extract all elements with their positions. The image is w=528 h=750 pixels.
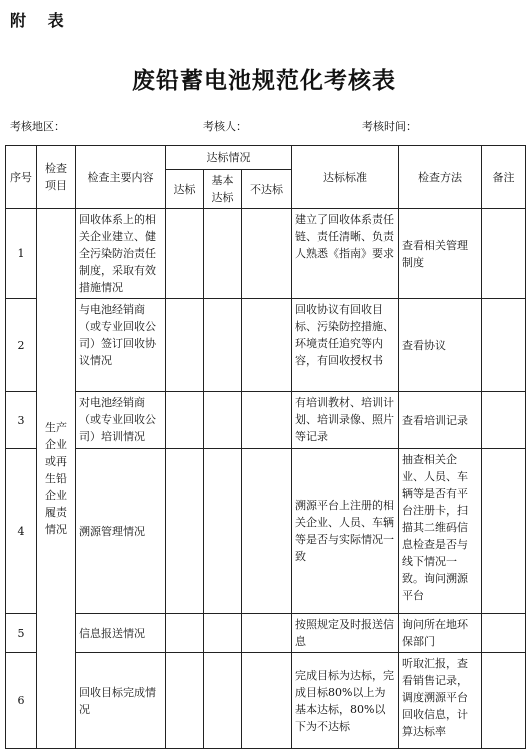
row-standard: 有培训教材、培训计划、培训录像、照片等记录 xyxy=(292,392,399,449)
row-content: 信息报送情况 xyxy=(76,614,166,653)
note-cell[interactable] xyxy=(482,392,526,449)
basic-pass-cell[interactable] xyxy=(204,299,242,392)
group-item-cell: 生产企业或再生铅企业履责情况 xyxy=(37,209,76,749)
note-cell[interactable] xyxy=(482,614,526,653)
row-standard: 按照规定及时报送信息 xyxy=(292,614,399,653)
note-cell[interactable] xyxy=(482,299,526,392)
attachment-label: 附 表 xyxy=(10,11,72,30)
fail-cell[interactable] xyxy=(242,653,292,749)
row-standard: 建立了回收体系责任链、责任清晰、负责人熟悉《指南》要求 xyxy=(292,209,399,299)
table-row xyxy=(6,299,526,392)
table-row xyxy=(6,392,526,449)
fail-cell[interactable] xyxy=(242,299,292,392)
row-method: 查看培训记录 xyxy=(399,392,482,449)
note-cell[interactable] xyxy=(482,449,526,614)
basic-pass-cell[interactable] xyxy=(204,614,242,653)
fail-cell[interactable] xyxy=(242,449,292,614)
fail-cell[interactable] xyxy=(242,209,292,299)
pass-cell[interactable] xyxy=(166,209,204,299)
row-seq: 5 xyxy=(6,614,37,653)
col-fail-header: 不达标 xyxy=(242,170,292,209)
col-content-header: 检查主要内容 xyxy=(76,146,166,209)
table-row xyxy=(6,614,526,653)
table-row xyxy=(6,209,526,299)
row-content: 回收体系上的相关企业建立、健全污染防治责任制度，采取有效措施情况 xyxy=(76,209,166,299)
row-content: 与电池经销商（或专业回收公司）签订回收协议情况 xyxy=(76,299,166,392)
basic-pass-cell[interactable] xyxy=(204,392,242,449)
pass-cell[interactable] xyxy=(166,614,204,653)
pass-cell[interactable] xyxy=(166,653,204,749)
col-pass-header: 达标 xyxy=(166,170,204,209)
col-method-header: 检查方法 xyxy=(399,146,482,209)
row-method: 抽查相关企业、人员、车辆等是否有平台注册卡，扫描其二维码信息检查是否与线下情况一致。询问溯源平台 xyxy=(399,449,482,614)
assessor-label: 考核人： xyxy=(203,120,247,133)
region-label: 考核地区： xyxy=(10,120,65,133)
row-seq: 6 xyxy=(6,653,37,749)
page-title: 废铅蓄电池规范化考核表 xyxy=(132,67,396,94)
col-standard-header: 达标标准 xyxy=(292,146,399,209)
basic-pass-cell[interactable] xyxy=(204,449,242,614)
basic-pass-cell[interactable] xyxy=(204,653,242,749)
row-content: 回收目标完成情况 xyxy=(76,653,166,749)
row-content: 溯源管理情况 xyxy=(76,449,166,614)
row-standard: 回收协议有回收目标、污染防控措施、环境责任追究等内容，有回收授权书 xyxy=(292,299,399,392)
col-item-header: 检查项目 xyxy=(37,146,76,209)
note-cell[interactable] xyxy=(482,209,526,299)
fail-cell[interactable] xyxy=(242,614,292,653)
row-seq: 4 xyxy=(6,449,37,614)
note-cell[interactable] xyxy=(482,653,526,749)
row-method: 查看协议 xyxy=(399,299,482,392)
col-note-header: 备注 xyxy=(482,146,526,209)
table-row xyxy=(6,449,526,614)
row-method: 查看相关管理制度 xyxy=(399,209,482,299)
row-seq: 2 xyxy=(6,299,37,392)
assessment-table xyxy=(5,145,526,749)
col-basic-pass-header: 基本达标 xyxy=(204,170,242,209)
col-status-group-header: 达标情况 xyxy=(166,146,292,170)
fail-cell[interactable] xyxy=(242,392,292,449)
pass-cell[interactable] xyxy=(166,449,204,614)
row-content: 对电池经销商（或专业回收公司）培训情况 xyxy=(76,392,166,449)
row-seq: 1 xyxy=(6,209,37,299)
row-method: 听取汇报，查看销售记录，调度溯源平台回收信息，计算达标率 xyxy=(399,653,482,749)
pass-cell[interactable] xyxy=(166,392,204,449)
row-standard: 完成目标为达标，完成目标80%以上为基本达标，80%以下为不达标 xyxy=(292,653,399,749)
row-seq: 3 xyxy=(6,392,37,449)
row-standard: 溯源平台上注册的相关企业、人员、车辆等是否与实际情况一致 xyxy=(292,449,399,614)
basic-pass-cell[interactable] xyxy=(204,209,242,299)
pass-cell[interactable] xyxy=(166,299,204,392)
table-row xyxy=(6,653,526,749)
row-method: 询问所在地环保部门 xyxy=(399,614,482,653)
col-seq-header: 序号 xyxy=(6,146,37,209)
time-label: 考核时间： xyxy=(362,120,417,133)
